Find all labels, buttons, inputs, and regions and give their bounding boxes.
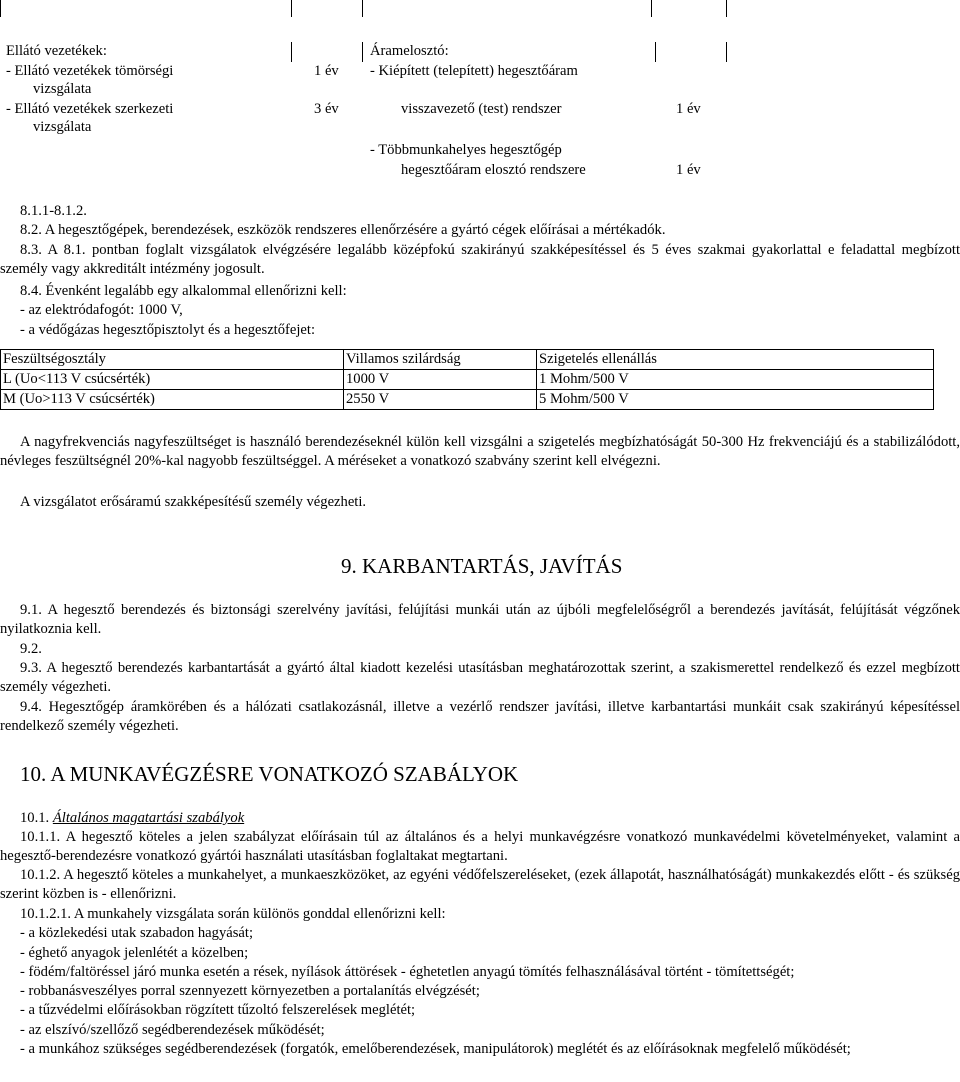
table-cell: L (Uo<113 V csúcsérték) [1, 370, 344, 390]
paragraph-10-1-1: 10.1.1. A hegesztő köteles a jelen szabályzat előírásain túl az általános és a helyi munkavégzésre vonatkozó munkavédelmi követelményeket, valamint a hegesztő-berendezésre vonatkozó gyártói használati utasításban foglaltakat megtartani. [0, 829, 960, 864]
paragraph-high-frequency: A nagyfrekvenciás nagyfeszültséget is használó berendezéseknél külön kell vizsgálni a szigetelés megbízhatóságát 50-300 Hz frekvenciájú és a stabilizálódott, névleges feszültségnél 20%-kal nagyobb feszültséggel. A méréseket a vonatkozó szabvány szerint kell elvégezni. [0, 434, 960, 469]
table-cell-empty [933, 390, 948, 410]
table-border [291, 0, 292, 17]
paragraph-9-1: 9.1. A hegesztő berendezés és biztonsági szerelvény javítási, felújítási munkái után az újbóli megfelelőségről a berendezés javítását, felújítását végzőnek nyilatkoznia kell. [0, 602, 960, 637]
paragraph-10-1-2: 10.1.2. A hegesztő köteles a munkahelyet, a munkaeszközöket, az egyéni védőfelszereléseket, (ezek állapotát, használhatóságát) munkakezdés előtt - és szükség szerint közben is - ellenőrizni. [0, 867, 960, 902]
column-header: Villamos szilárdság [344, 350, 537, 370]
table-row [1, 370, 949, 390]
right-item-1-cont: visszavezető (test) rendszer [401, 101, 562, 117]
paragraph-8-4: 8.4. Évenként legalább egy alkalommal ellenőrizni kell: [20, 283, 347, 299]
insulation-table [0, 349, 948, 410]
left-item-1-period: 1 év [314, 63, 339, 79]
subsection-number: 10.1. [20, 810, 50, 826]
column-header: Szigetelés ellenállás [537, 350, 934, 370]
list-item: - a munkához szükséges segédberendezések (forgatók, emelőberendezések, manipulátorok) meglétét és az előírásoknak megfelelő működését; [20, 1041, 851, 1057]
left-item-2: - Ellátó vezetékek szerkezeti [6, 101, 174, 117]
section-9-heading: 9. KARBANTARTÁS, JAVÍTÁS [341, 554, 623, 578]
right-item-2: - Többmunkahelyes hegesztőgép [370, 142, 562, 158]
table-border [655, 42, 656, 62]
paragraph-8-1-1: 8.1.1-8.1.2. [20, 203, 87, 219]
table-header-row [1, 350, 949, 370]
left-item-2-cont: vizsgálata [33, 119, 92, 135]
paragraph-8-4-item-1: - az elektródafogót: 1000 V, [20, 302, 183, 318]
paragraph-10-1-2-1: 10.1.2.1. A munkahely vizsgálata során különös gonddal ellenőrizni kell: [20, 906, 446, 922]
table-border [291, 42, 292, 62]
right-item-1-period: 1 év [676, 101, 701, 117]
section-10-heading: 10. A MUNKAVÉGZÉSRE VONATKOZÓ SZABÁLYOK [20, 762, 519, 786]
table-cell: 2550 V [344, 390, 537, 410]
table-border [726, 42, 727, 62]
paragraph-9-3: 9.3. A hegesztő berendezés karbantartását a gyártó által kiadott kezelési utasításban meghatározottak szerint, a szakismerettel rendelkező és ezzel megbízott személy végezheti. [0, 660, 960, 695]
list-item: - az elszívó/szellőző segédberendezések működését; [20, 1022, 325, 1038]
paragraph-qualification: A vizsgálatot erősáramú szakképesítésű személy végezheti. [20, 494, 367, 510]
right-item-1: - Kiépített (telepített) hegesztőáram [370, 63, 578, 79]
table-border [0, 0, 1, 17]
table-cell-empty [933, 350, 948, 370]
left-item-1: - Ellátó vezetékek tömörségi [6, 63, 174, 79]
table-cell: M (Uo>113 V csúcsérték) [1, 390, 344, 410]
paragraph-8-3: 8.3. A 8.1. pontban foglalt vizsgálatok elvégzésére legalább középfokú szakirányú szakképesítéssel és 5 éves szakmai gyakorlattal e feladattal megbízott személy vagy akkreditált intézmény jogosult. [0, 242, 960, 277]
table-row [1, 390, 949, 410]
list-item: - a tűzvédelmi előírásokban rögzített tűzoltó felszerelések meglétét; [20, 1002, 416, 1018]
subsection-title: Általános magatartási szabályok [52, 810, 245, 826]
table-border [362, 0, 363, 17]
left-item-1-cont: vizsgálata [33, 81, 92, 97]
table-cell-empty [933, 370, 948, 390]
list-item: - a közlekedési utak szabadon hagyását; [20, 925, 254, 941]
paragraph-9-2: 9.2. [20, 641, 42, 657]
table-border [726, 0, 727, 17]
paragraph-8-4-item-2: - a védőgázas hegesztőpisztolyt és a hegesztőfejet: [20, 322, 315, 338]
left-column-header: Ellátó vezetékek: [6, 43, 107, 59]
list-item: - éghető anyagok jelenlétét a közelben; [20, 945, 249, 961]
paragraph-8-2: 8.2. A hegesztőgépek, berendezések, eszközök rendszeres ellenőrzésére a gyártó cégek előírásai a mértékadók. [20, 222, 666, 238]
table-border [651, 0, 652, 17]
right-column-header: Áramelosztó: [370, 43, 449, 59]
subsection-10-1 [20, 809, 244, 828]
right-item-2-cont: hegesztőáram elosztó rendszere [401, 162, 586, 178]
table-cell: 5 Mohm/500 V [537, 390, 934, 410]
table-border [362, 42, 363, 62]
right-item-2-period: 1 év [676, 162, 701, 178]
table-cell: 1 Mohm/500 V [537, 370, 934, 390]
list-item: - födém/faltöréssel járó munka esetén a rések, nyílások áttörések - éghetetlen anyagú tömítés felhasználásával történt - tömítettségét; [20, 964, 795, 980]
list-item: - robbanásveszélyes porral szennyezett környezetben a portalanítás elvégzését; [20, 983, 480, 999]
column-header: Feszültségosztály [1, 350, 344, 370]
left-item-2-period: 3 év [314, 101, 339, 117]
table-cell: 1000 V [344, 370, 537, 390]
paragraph-9-4: 9.4. Hegesztőgép áramkörében és a hálózati csatlakozásnál, illetve a vezérlő rendszer javítási, illetve karbantartási munkáit csak szakirányú képesítéssel rendelkező személy végezheti. [0, 699, 960, 734]
